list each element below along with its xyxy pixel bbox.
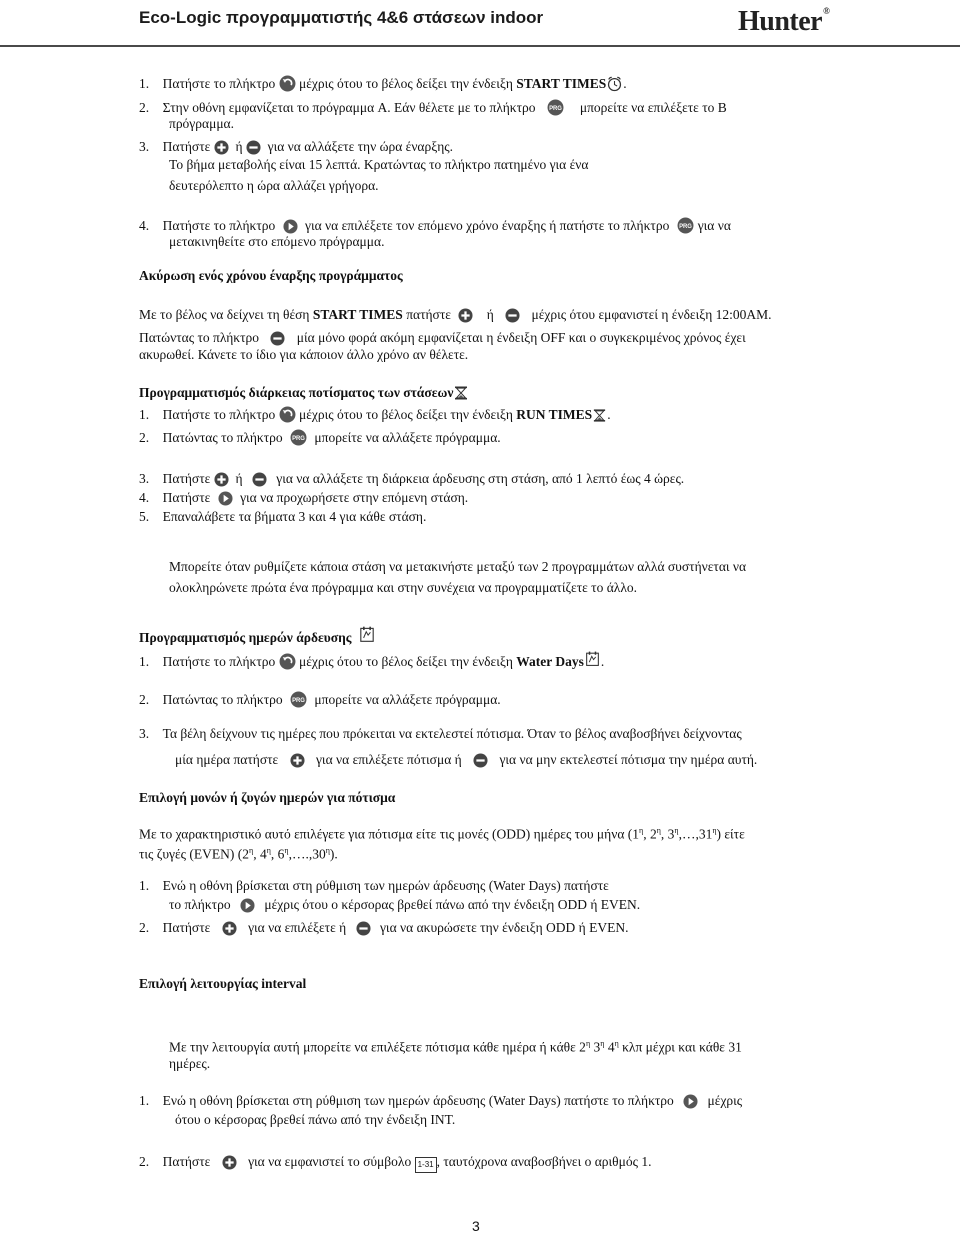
calendar-icon xyxy=(358,624,376,644)
prg-icon xyxy=(290,691,307,708)
minus-icon xyxy=(356,921,371,936)
calendar-icon xyxy=(584,649,601,668)
plus-icon xyxy=(214,140,229,155)
plus-icon xyxy=(222,921,237,936)
odd-even-step-2: 2. Πατήστε για να επιλέξετε ή για να ακυρώσετε την ένδειξη ODD ή EVEN. xyxy=(139,920,629,935)
document-title: Eco-Logic προγραμματιστής 4&6 στάσεων indoor xyxy=(139,8,544,27)
cancel-start-para-1: Με το βέλος να δείχνει τη θέση START TIMES πατήστε ή μέχρις ότου εμφανιστεί η ένδειξη 12:00AM. xyxy=(139,307,772,322)
cancel-start-para-2-cont: ακυρωθεί. Κάνετε το ίδιο για κάποιον άλλο χρόνο αν θέλετε. xyxy=(139,347,469,362)
run-times-note-1: Μπορείτε όταν ρυθμίζετε κάποια στάση να μετακινήστε μεταξύ των 2 προγραμμάτων αλλά συστήνεται να xyxy=(169,559,747,574)
hourglass-icon xyxy=(592,408,607,423)
interval-step-2: 2. Πατήστε για να εμφανιστεί το σύμβολο 1-31 , ταυτόχρονα αναβοσβήνει ο αριθμός 1. xyxy=(139,1154,651,1173)
interval-para-1: Με την λειτουργία αυτή μπορείτε να επιλέξετε πότισμα κάθε ημέρα ή κάθε $2^\eta$ $3^\eta$ $4^\eta$ κλπ μέχρι και κάθε 31 xyxy=(169,1039,742,1055)
back-icon xyxy=(279,653,296,670)
odd-even-heading: Επιλογή μονών ή ζυγών ημερών για πότισμα xyxy=(139,790,396,805)
plus-icon xyxy=(222,1155,237,1170)
water-days-step-3: 3. Τα βέλη δείχνουν τις ημέρες που πρόκειται να εκτελεστεί πότισμα. Όταν το βέλος αναβοσβήνει δείχνοντας xyxy=(139,726,742,741)
next-icon xyxy=(218,491,233,506)
back-icon xyxy=(279,406,296,423)
run-times-heading: Προγραμματισμός διάρκειας ποτίσματος των στάσεων xyxy=(139,385,469,401)
minus-icon xyxy=(270,331,285,346)
start-times-step-4-cont: μετακινηθείτε στο επόμενο πρόγραμμα. xyxy=(169,234,385,249)
minus-icon xyxy=(246,140,261,155)
odd-even-para-2: τις ζυγές (EVEN) ($2^\eta$, $4^\eta$, $6^\eta,\dots.,30^\eta$). xyxy=(139,846,338,862)
clock-icon xyxy=(606,75,623,92)
plus-icon xyxy=(290,753,305,768)
odd-even-step-1-cont: το πλήκτρο μέχρις ότου ο κέρσορας βρεθεί πάνω από την ένδειξη ODD ή EVEN. xyxy=(169,897,641,912)
interval-heading: Επιλογή λειτουργίας interval xyxy=(139,976,307,991)
next-icon xyxy=(240,898,255,913)
hunter-logo: Hunter® xyxy=(738,6,830,37)
page-number: 3 xyxy=(472,1218,480,1234)
prg-icon xyxy=(677,217,694,234)
minus-icon xyxy=(252,472,267,487)
run-times-step-2: 2. Πατώντας το πλήκτρο μπορείτε να αλλάξετε πρόγραμμα. xyxy=(139,430,501,445)
header-rule xyxy=(0,45,960,47)
start-times-step-3-cont-1: Το βήμα μεταβολής είναι 15 λεπτά. Κρατώντας το πλήκτρο πατημένο για ένα xyxy=(169,157,589,172)
next-icon xyxy=(683,1094,698,1109)
prg-icon xyxy=(290,429,307,446)
run-times-step-1: 1. Πατήστε το πλήκτρο μέχρις ότου το βέλος δείξει την ένδειξη RUN TIMES . xyxy=(139,407,611,422)
run-times-note-2: ολοκληρώνετε πρώτα ένα πρόγραμμα και στην συνέχεια να προγραμματίζετε το άλλο. xyxy=(169,580,638,595)
minus-icon xyxy=(505,308,520,323)
minus-icon xyxy=(473,753,488,768)
odd-even-para-1: Με το χαρακτηριστικό αυτό επιλέγετε για πότισμα είτε τις μονές (ODD) ημέρες του μήνα ($1^\eta$, $2^\eta$, $3^\eta,\dots,31^\eta$) είτε xyxy=(139,826,745,842)
start-times-step-1: 1. Πατήστε το πλήκτρο μέχρις ότου το βέλος δείξει την ένδειξη START TIMES . xyxy=(139,76,627,91)
water-days-step-2: 2. Πατώντας το πλήκτρο μπορείτε να αλλάξετε πρόγραμμα. xyxy=(139,692,501,707)
start-times-step-3-cont-2: δευτερόλεπτο η ώρα αλλάζει γρήγορα. xyxy=(169,178,379,193)
start-times-step-2-cont: πρόγραμμα. xyxy=(169,116,235,131)
next-icon xyxy=(283,219,298,234)
start-times-step-3: 3. Πατήστε ή για να αλλάξετε την ώρα έναρξης. xyxy=(139,139,454,154)
water-days-step-1: 1. Πατήστε το πλήκτρο μέχρις ότου το βέλος δείξει την ένδειξη Water Days . xyxy=(139,649,604,670)
start-times-step-2: 2. Στην οθόνη εμφανίζεται το πρόγραμμα A. Εάν θέλετε με το πλήκτρο μπορείτε να επιλέξετε το B xyxy=(139,100,727,115)
odd-even-step-1: 1. Ενώ η οθόνη βρίσκεται στη ρύθμιση των ημερών άρδευσης (Water Days) πατήστε xyxy=(139,878,609,893)
back-icon xyxy=(279,75,296,92)
interval-step-1: 1. Ενώ η οθόνη βρίσκεται στη ρύθμιση των ημερών άρδευσης (Water Days) πατήστε το πλήκτρο μέχρις xyxy=(139,1093,743,1108)
prg-icon xyxy=(547,99,564,116)
interval-step-1-cont: ότου ο κέρσορας βρεθεί πάνω από την ένδειξη INT. xyxy=(175,1112,456,1127)
run-times-step-3: 3. Πατήστε ή για να αλλάξετε τη διάρκεια άρδευσης στη στάση, από 1 λεπτό έως 4 ώρες. xyxy=(139,471,685,486)
interval-para-1-cont: ημέρες. xyxy=(169,1056,211,1071)
cancel-start-para-2: Πατώντας το πλήκτρο μία μόνο φορά ακόμη εμφανίζεται η ένδειξη OFF και ο συγκεκριμένος χρόνος έχει xyxy=(139,330,746,345)
run-times-step-5: 5. Επαναλάβετε τα βήματα 3 και 4 για κάθε στάση. xyxy=(139,509,427,524)
cancel-start-heading: Ακύρωση ενός χρόνου έναρξης προγράμματος xyxy=(139,268,403,283)
plus-icon xyxy=(458,308,473,323)
hourglass-icon xyxy=(453,385,469,401)
water-days-heading: Προγραμματισμός ημερών άρδευσης xyxy=(139,624,376,646)
run-times-step-4: 4. Πατήστε για να προχωρήσετε στην επόμενη στάση. xyxy=(139,490,469,505)
start-times-step-4: 4. Πατήστε το πλήκτρο για να επιλέξετε τον επόμενο χρόνο έναρξης ή πατήστε το πλήκτρο για να xyxy=(139,218,731,233)
interval-symbol-icon: 1-31 xyxy=(415,1157,437,1173)
plus-icon xyxy=(214,472,229,487)
water-days-step-3-cont: μία ημέρα πατήστε για να επιλέξετε πότισμα ή για να μην εκτελεστεί πότισμα την ημέρα αυτή. xyxy=(175,752,758,767)
